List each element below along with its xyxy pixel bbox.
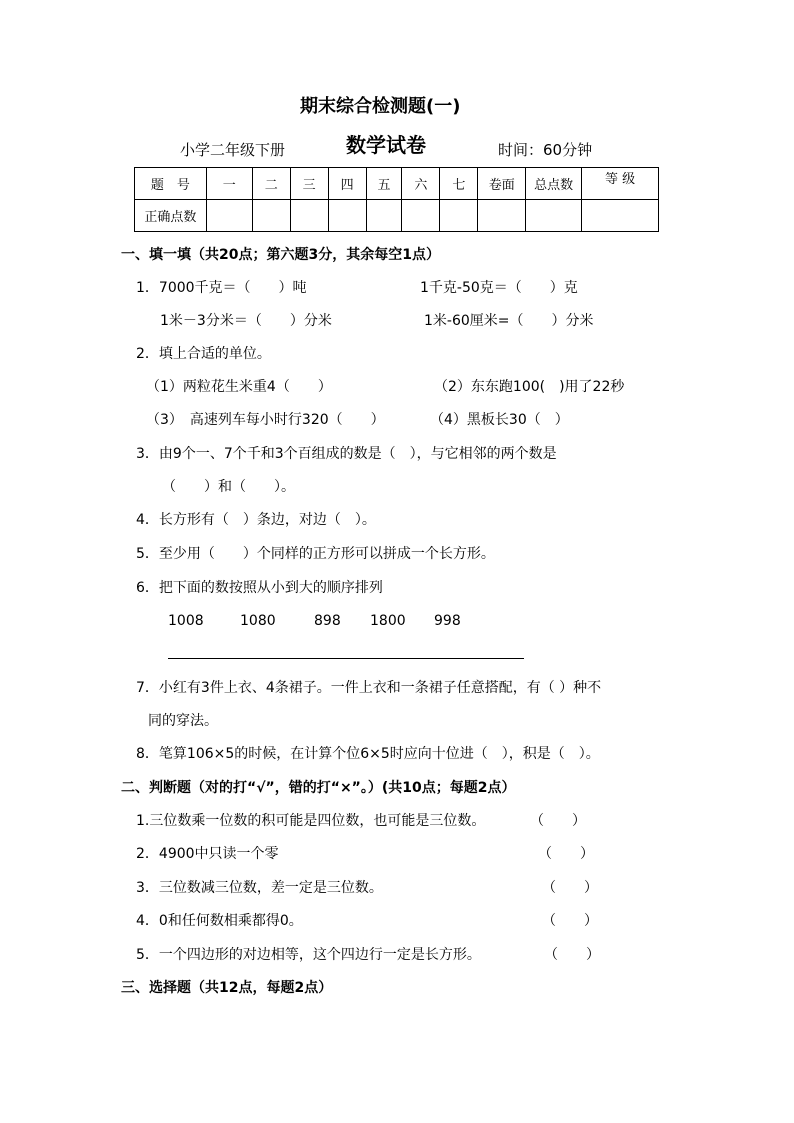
number-item: 1080 [240,613,276,629]
question-7a: 7．小红有3件上衣、4条裙子。一件上衣和一条裙子任意搭配，有（ ）种不 [136,680,602,696]
section3-heading: 三、选择题（共12点，每题2点） [121,980,333,996]
question-2-1: （1）两粒花生米重4（ ） [146,379,332,395]
question-1c: 1米－3分米＝（ ）分米 [160,313,332,329]
score-cell[interactable] [366,200,402,232]
score-cell[interactable] [478,200,526,232]
judge-item-blank[interactable]: （ ） [544,947,600,963]
judge-item-blank[interactable]: （ ） [542,880,598,896]
judge-item-text: 4．0和任何数相乘都得0。 [136,913,303,929]
judge-item-text: 1.三位数乘一位数的积可能是四位数，也可能是三位数。 [136,813,486,829]
question-2: 2．填上合适的单位。 [136,346,271,362]
question-7b: 同的穿法。 [148,713,218,729]
score-cell[interactable] [440,200,478,232]
header-cell: 六 [402,168,440,200]
judge-item-blank[interactable]: （ ） [542,913,598,929]
score-table-header-row [135,168,659,200]
header-cell: 题 号 [135,168,207,200]
row-label: 正确点数 [135,200,207,232]
number-item: 1800 [370,613,406,629]
question-3a: 3．由9个一、7个千和3个百组成的数是（ ），与它相邻的两个数是 [136,446,557,462]
score-cell[interactable] [252,200,290,232]
score-cell[interactable] [582,200,659,232]
header-cell: 一 [206,168,252,200]
judge-item-blank[interactable]: （ ） [538,846,594,862]
judge-item-text: 5．一个四边形的对边相等，这个四边行一定是长方形。 [136,947,481,963]
section2-heading: 二、判断题（对的打“√”，错的打“×”。）(共10点；每题2点） [121,780,516,796]
score-cell[interactable] [526,200,582,232]
question-8: 8．笔算106×5的时候，在计算个位6×5时应向十位进（ ），积是（ ）。 [136,746,600,762]
header-cell: 等 级 [582,168,659,200]
number-item: 898 [314,613,341,629]
score-table [134,167,659,232]
answer-line[interactable] [168,658,524,659]
number-item: 1008 [168,613,204,629]
header-cell: 三 [290,168,328,200]
question-6: 6．把下面的数按照从小到大的顺序排列 [136,580,383,596]
grade-label: 小学二年级下册 [180,141,286,159]
question-3b: （ ）和（ ）。 [162,479,295,495]
score-cell[interactable] [290,200,328,232]
section1-heading: 一、填一填（共20点；第六题3分，其余每空1点） [121,247,440,263]
time-label: 时间：60分钟 [498,141,593,159]
question-1a: 1．7000千克＝（ ）吨 [136,280,307,296]
question-2-3: （3） 高速列车每小时行320（ ） [146,412,385,428]
question-5: 5．至少用（ ）个同样的正方形可以拼成一个长方形。 [136,546,495,562]
score-table-score-row [135,200,659,232]
score-cell[interactable] [328,200,366,232]
header-cell: 二 [252,168,290,200]
header-cell: 七 [440,168,478,200]
judge-item-blank[interactable]: （ ） [530,813,586,829]
score-cell[interactable] [402,200,440,232]
header-cell: 卷面 [478,168,526,200]
question-1d: 1米-60厘米=（ ）分米 [424,313,594,329]
judge-item-text: 3．三位数减三位数，差一定是三位数。 [136,880,383,896]
score-cell[interactable] [206,200,252,232]
question-2-2: （2）东东跑100( )用了22秒 [434,379,625,395]
judge-item-text: 2．4900中只读一个零 [136,846,279,862]
subject-label: 数学试卷 [346,133,426,157]
number-item: 998 [434,613,461,629]
header-cell: 四 [328,168,366,200]
question-4: 4．长方形有（ ）条边，对边（ ）。 [136,512,376,528]
question-2-4: （4）黑板长30（ ） [430,412,569,428]
header-cell: 总点数 [526,168,582,200]
header-cell: 五 [366,168,402,200]
question-1b: 1千克-50克＝（ ）克 [420,280,578,296]
page-title: 期末综合检测题(一) [300,96,461,117]
